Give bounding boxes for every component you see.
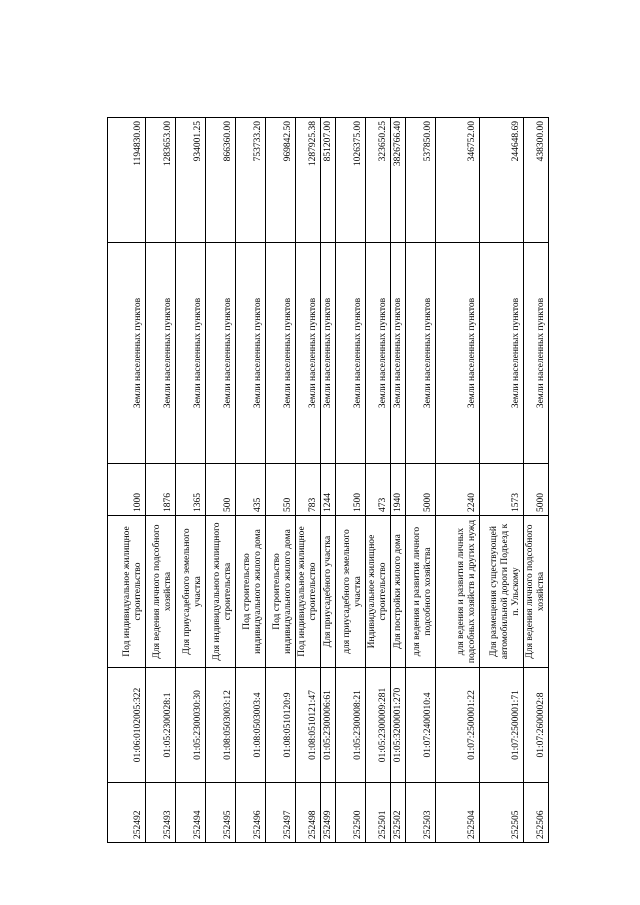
cadastral-number-cell: 01:05:2300009:281 (365, 668, 390, 783)
table-row (266, 118, 296, 843)
permitted-use-cell: Для индивидуального жилищного строительства (206, 516, 236, 668)
table-body (108, 118, 549, 843)
cadastral-number-cell: 01:08:0510121:47 (296, 668, 321, 783)
land-category-cell: Земли населенных пунктов (320, 243, 335, 464)
record-number-cell: 252505 (479, 783, 523, 843)
area-cell: 500 (206, 464, 236, 516)
cadastral-number-cell: 01:05:2300006:61 (320, 668, 335, 783)
land-category-cell: Земли населенных пунктов (266, 243, 296, 464)
cadastral-value-cell: 851207.00 (320, 118, 335, 243)
record-number-cell: 252503 (405, 783, 435, 843)
table-row (435, 118, 479, 843)
cadastral-number-cell: 01:07:2500001:22 (435, 668, 479, 783)
permitted-use-cell: Для размещения существующей автомобильной дороги Подъезд к п. Ульскому (479, 516, 523, 668)
record-number-cell: 252504 (435, 783, 479, 843)
permitted-use-cell: Для постройки жилого дома (390, 516, 405, 668)
permitted-use-cell: для ведения и развития личных подсобных хозяйств и других нужд (435, 516, 479, 668)
permitted-use-cell: Для приусадебного земельного участка (176, 516, 206, 668)
table-row (405, 118, 435, 843)
land-plot-table (107, 117, 549, 843)
record-number-cell: 252501 (365, 783, 390, 843)
area-cell: 2240 (435, 464, 479, 516)
area-cell: 5000 (523, 464, 548, 516)
area-cell: 1940 (390, 464, 405, 516)
land-category-cell: Земли населенных пунктов (405, 243, 435, 464)
cadastral-number-cell: 01:08:0503003:12 (206, 668, 236, 783)
land-category-cell: Земли населенных пунктов (390, 243, 405, 464)
permitted-use-cell: Под строительство индивидуального жилого дома (236, 516, 266, 668)
record-number-cell: 252506 (523, 783, 548, 843)
table-row (176, 118, 206, 843)
permitted-use-cell: Для приусадебного участка (320, 516, 335, 668)
cadastral-value-cell: 323650.25 (365, 118, 390, 243)
area-cell: 1365 (176, 464, 206, 516)
permitted-use-cell: Под индивидуальное жилищное строительство (108, 516, 146, 668)
cadastral-number-cell: 01:07:2600002:8 (523, 668, 548, 783)
cadastral-value-cell: 866360.00 (206, 118, 236, 243)
cadastral-number-cell: 01:05:2300030:30 (176, 668, 206, 783)
land-category-cell: Земли населенных пунктов (523, 243, 548, 464)
land-category-cell: Земли населенных пунктов (206, 243, 236, 464)
land-category-cell: Земли населенных пунктов (236, 243, 266, 464)
record-number-cell: 252498 (296, 783, 321, 843)
area-cell: 5000 (405, 464, 435, 516)
land-category-cell: Земли населенных пунктов (146, 243, 176, 464)
cadastral-value-cell: 1194830.00 (108, 118, 146, 243)
rotated-page-content (107, 118, 544, 843)
table-row (335, 118, 365, 843)
cadastral-value-cell: 3826766.40 (390, 118, 405, 243)
permitted-use-cell: Индивидуальное жилищное строительство (365, 516, 390, 668)
cadastral-value-cell: 537850.00 (405, 118, 435, 243)
table-row (479, 118, 523, 843)
record-number-cell: 252493 (146, 783, 176, 843)
permitted-use-cell: для приусадебного земельного участка (335, 516, 365, 668)
land-category-cell: Земли населенных пунктов (176, 243, 206, 464)
permitted-use-cell: Под индивидуальное жилищное строительство (296, 516, 321, 668)
table-row (236, 118, 266, 843)
permitted-use-cell: Для ведения личного подсобного хозяйства (146, 516, 176, 668)
cadastral-value-cell: 1287925.38 (296, 118, 321, 243)
cadastral-number-cell: 01:07:2500001:71 (479, 668, 523, 783)
cadastral-value-cell: 346752.00 (435, 118, 479, 243)
land-category-cell: Земли населенных пунктов (296, 243, 321, 464)
cadastral-value-cell: 1283653.00 (146, 118, 176, 243)
cadastral-value-cell: 244648.69 (479, 118, 523, 243)
land-category-cell: Земли населенных пунктов (108, 243, 146, 464)
table-row (206, 118, 236, 843)
cadastral-value-cell: 969842.50 (266, 118, 296, 243)
area-cell: 1500 (335, 464, 365, 516)
table-row (523, 118, 548, 843)
record-number-cell: 252502 (390, 783, 405, 843)
table-row (108, 118, 146, 843)
table-row (365, 118, 390, 843)
area-cell: 783 (296, 464, 321, 516)
cadastral-value-cell: 438300.00 (523, 118, 548, 243)
cadastral-value-cell: 934001.25 (176, 118, 206, 243)
permitted-use-cell: для ведения и развития личного подсобного хозяйства (405, 516, 435, 668)
table-row (390, 118, 405, 843)
cadastral-number-cell: 01:08:0503003:4 (236, 668, 266, 783)
area-cell: 1244 (320, 464, 335, 516)
cadastral-value-cell: 1026375.00 (335, 118, 365, 243)
cadastral-number-cell: 01:06:0102005:322 (108, 668, 146, 783)
table-row (296, 118, 321, 843)
permitted-use-cell: Под строительство индивидуального жилого дома (266, 516, 296, 668)
land-category-cell: Земли населенных пунктов (335, 243, 365, 464)
record-number-cell: 252494 (176, 783, 206, 843)
record-number-cell: 252500 (335, 783, 365, 843)
land-category-cell: Земли населенных пунктов (479, 243, 523, 464)
area-cell: 473 (365, 464, 390, 516)
table-row (146, 118, 176, 843)
cadastral-number-cell: 01:08:0510120:9 (266, 668, 296, 783)
cadastral-number-cell: 01:05:2300008:21 (335, 668, 365, 783)
record-number-cell: 252496 (236, 783, 266, 843)
land-category-cell: Земли населенных пунктов (365, 243, 390, 464)
cadastral-number-cell: 01:05:2300028:1 (146, 668, 176, 783)
record-number-cell: 252499 (320, 783, 335, 843)
cadastral-number-cell: 01:07:2400010:4 (405, 668, 435, 783)
record-number-cell: 252497 (266, 783, 296, 843)
permitted-use-cell: Для ведения личного подсобного хозяйства (523, 516, 548, 668)
area-cell: 550 (266, 464, 296, 516)
record-number-cell: 252492 (108, 783, 146, 843)
cadastral-number-cell: 01:05:3200001:270 (390, 668, 405, 783)
area-cell: 435 (236, 464, 266, 516)
cadastral-value-cell: 753733.20 (236, 118, 266, 243)
table-row (320, 118, 335, 843)
area-cell: 1000 (108, 464, 146, 516)
record-number-cell: 252495 (206, 783, 236, 843)
area-cell: 1876 (146, 464, 176, 516)
land-category-cell: Земли населенных пунктов (435, 243, 479, 464)
area-cell: 1573 (479, 464, 523, 516)
